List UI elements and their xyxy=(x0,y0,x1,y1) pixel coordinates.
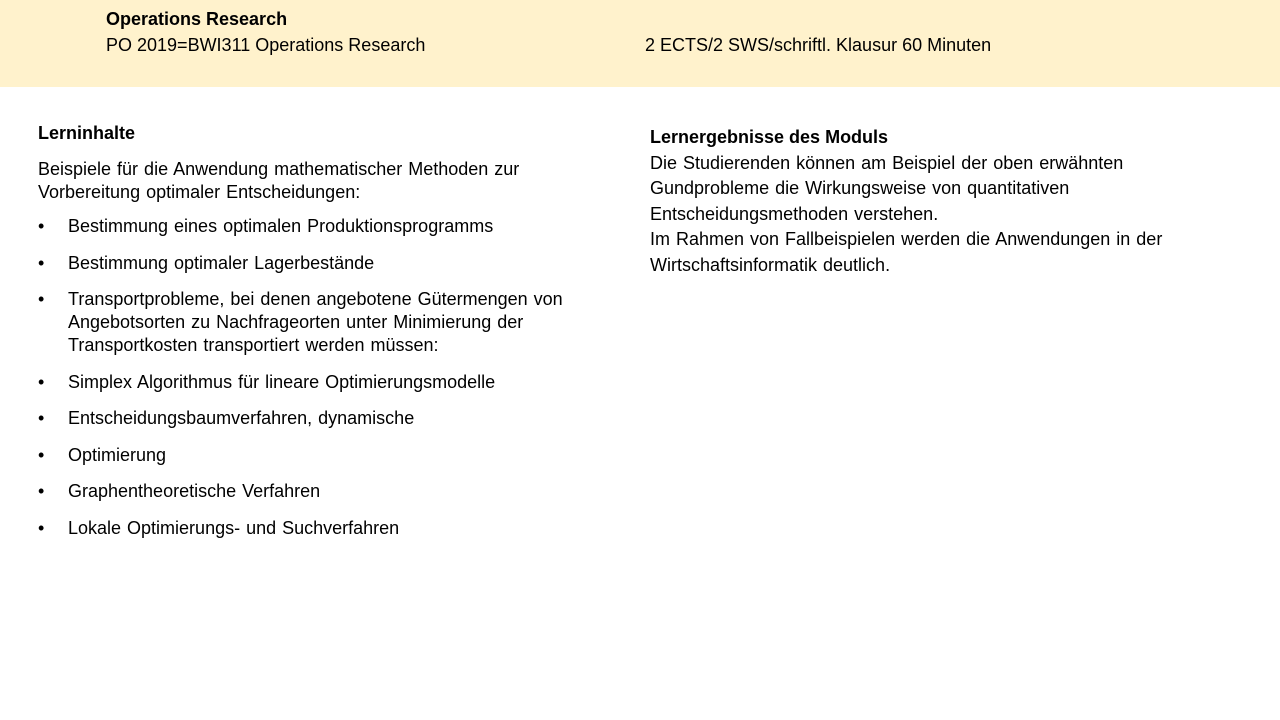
bullet-icon: • xyxy=(38,252,45,273)
bullet-icon: • xyxy=(38,517,45,538)
list-item xyxy=(38,517,573,540)
bullet-icon: • xyxy=(38,216,45,236)
list-item-text: Simplex Algorithmus für lineare Optimierungsmodelle xyxy=(68,371,496,392)
bullet-icon: • xyxy=(38,481,45,501)
module-header xyxy=(0,0,1280,87)
bullet-icon: • xyxy=(38,408,45,428)
bullet-icon: • xyxy=(38,444,45,465)
list-item xyxy=(38,215,573,238)
list-item xyxy=(38,288,573,357)
list-item xyxy=(38,480,573,503)
learning-outcomes-heading: Lernergebnisse des Moduls xyxy=(650,127,889,147)
learning-outcomes-text-2: Im Rahmen von Fallbeispielen werden die Anwendungen in der Wirtschaftsinformatik deutlich. xyxy=(650,229,1163,275)
learning-contents-intro: Beispiele für die Anwendung mathematischer Methoden zur Vorbereitung optimaler Entscheidungen: xyxy=(38,159,520,202)
list-item xyxy=(38,407,573,430)
learning-outcomes-text-1: Die Studierenden können am Beispiel der oben erwähnten Gundprobleme die Wirkungsweise von quantitativen Entscheidungsmethoden verstehen. xyxy=(650,152,1124,224)
module-code: PO 2019=BWI311 Operations Research xyxy=(106,35,426,55)
module-title: Operations Research xyxy=(106,9,288,29)
list-item-text: Graphentheoretische Verfahren xyxy=(68,481,321,501)
bullet-icon: • xyxy=(38,289,45,309)
module-ects-info: 2 ECTS/2 SWS/schriftl. Klausur 60 Minuten xyxy=(645,35,992,55)
learning-contents-heading: Lerninhalte xyxy=(38,123,136,143)
bullet-icon: • xyxy=(38,371,45,392)
list-item-text: Lokale Optimierungs- und Suchverfahren xyxy=(68,517,400,538)
list-item xyxy=(38,371,573,394)
list-item-text: Transportprobleme, bei denen angebotene Gütermengen von Angebotsorten zu Nachfrageorten unter Minimierung der Transportkosten transportiert werden müssen: xyxy=(68,289,563,355)
learning-contents-list xyxy=(38,215,573,540)
list-item-text: Optimierung xyxy=(68,444,167,465)
list-item xyxy=(38,444,573,467)
list-item-text: Bestimmung eines optimalen Produktionsprogramms xyxy=(68,216,494,236)
list-item xyxy=(38,252,573,275)
list-item-text: Entscheidungsbaumverfahren, dynamische xyxy=(68,408,415,428)
list-item-text: Bestimmung optimaler Lagerbestände xyxy=(68,252,375,273)
learning-contents-section xyxy=(38,122,573,553)
learning-outcomes-section xyxy=(650,125,1170,278)
